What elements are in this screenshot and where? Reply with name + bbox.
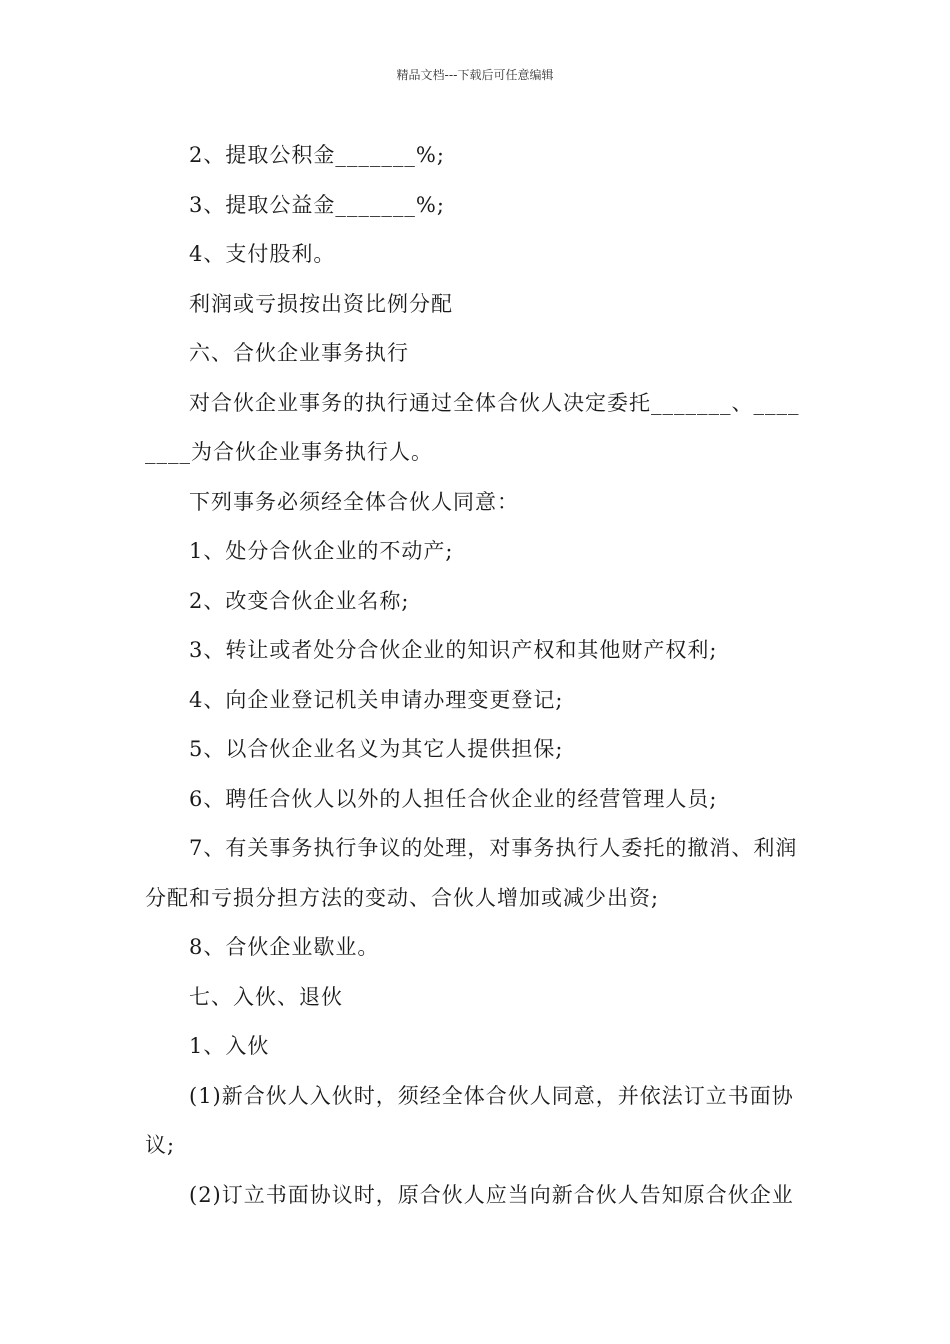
document-body bbox=[145, 131, 810, 1220]
paragraph: 3、提取公益金_______%; bbox=[189, 192, 445, 217]
list-item: (1)新合伙人入伙时，须经全体合伙人同意，并依法订立书面协议; bbox=[145, 1083, 794, 1157]
list-item: 2、改变合伙企业名称; bbox=[189, 588, 410, 613]
section-heading: 七、入伙、退伙 bbox=[189, 984, 343, 1009]
paragraph: 2、提取公积金_______%; bbox=[189, 143, 445, 167]
list-item: 4、向企业登记机关申请办理变更登记; bbox=[189, 687, 564, 712]
list-item: 1、处分合伙企业的不动产; bbox=[189, 539, 454, 563]
subsection-heading: 1、入伙 bbox=[189, 1034, 270, 1058]
list-item: 5、以合伙企业名义为其它人提供担保; bbox=[189, 737, 564, 761]
list-item: 6、聘任合伙人以外的人担任合伙企业的经营管理人员; bbox=[189, 786, 718, 811]
paragraph: 下列事务必须经全体合伙人同意： bbox=[189, 489, 519, 514]
paragraph: 利润或亏损按出资比例分配 bbox=[189, 291, 453, 316]
paragraph: 4、支付股利。 bbox=[189, 242, 336, 266]
list-item: 7、有关事务执行争议的处理，对事务执行人委托的撤消、利润分配和亏损分担方法的变动、合伙人增加或减少出资; bbox=[145, 836, 798, 910]
list-item: 8、合伙企业歇业。 bbox=[189, 935, 380, 959]
list-item: 3、转让或者处分合伙企业的知识产权和其他财产权利; bbox=[189, 638, 718, 662]
section-heading: 六、合伙企业事务执行 bbox=[189, 341, 409, 365]
list-item: (2)订立书面协议时，原合伙人应当向新合伙人告知原合伙企业 bbox=[189, 1182, 794, 1207]
page-header: 精品文档---下载后可任意编辑 bbox=[396, 68, 554, 82]
paragraph: 对合伙企业事务的执行通过全体合伙人决定委托_______、________为合伙企业事务执行人。 bbox=[145, 390, 800, 464]
